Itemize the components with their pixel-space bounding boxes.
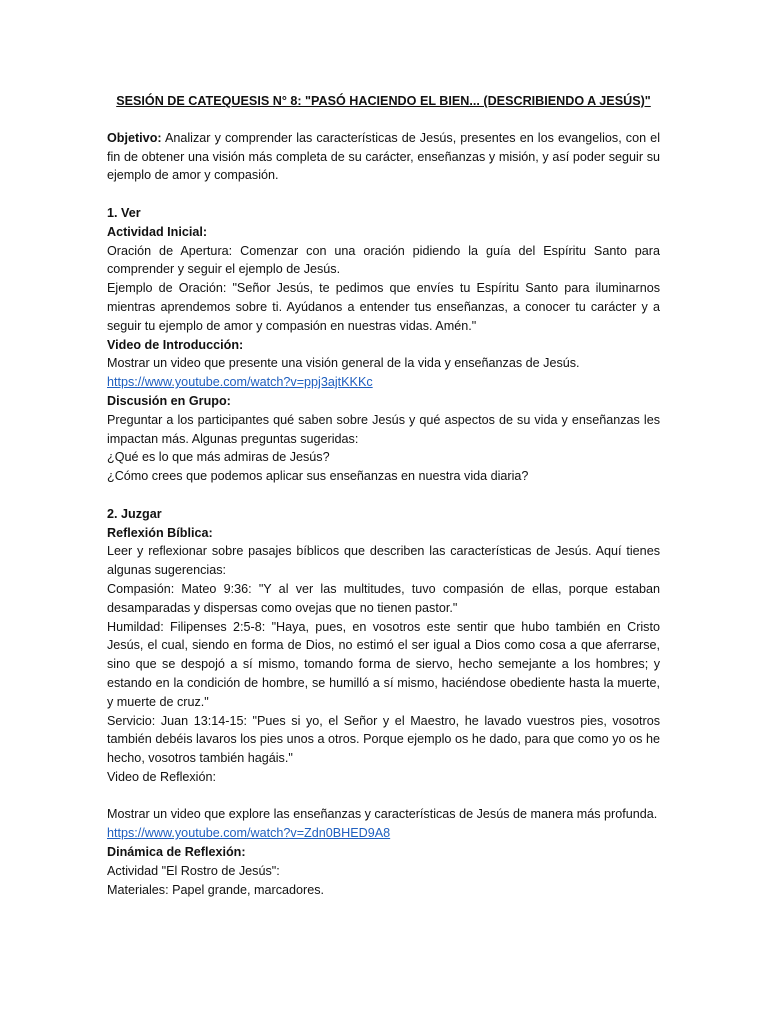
spacer [107, 185, 660, 204]
bible-reflection-label: Reflexión Bíblica: [107, 525, 213, 540]
activity-name: Actividad "El Rostro de Jesús": [107, 863, 280, 878]
objective-paragraph [107, 129, 660, 185]
reflection-dynamic-label: Dinámica de Reflexión: [107, 845, 246, 860]
reflection-video-label: Video de Reflexión: [107, 769, 216, 784]
spacer [107, 787, 660, 806]
prayer-example-text: Ejemplo de Oración: "Señor Jesús, te pedimos que envíes tu Espíritu Santo para iluminarnos mientras aprendemos sobre ti. Ayúdanos a entender tus enseñanzas, a conocer tu carácter y a seguir tu ejemplo de amor y compasión en nuestras vidas. Amén." [107, 281, 660, 333]
question-2: ¿Cómo crees que podemos aplicar sus enseñanzas en nuestra vida diaria? [107, 469, 529, 484]
opening-prayer-text: Oración de Apertura: Comenzar con una oración pidiendo la guía del Espíritu Santo para comprender y seguir el ejemplo de Jesús. [107, 243, 660, 277]
objective-label: Objetivo: [107, 130, 162, 145]
reflection-video-link[interactable]: https://www.youtube.com/watch?v=Zdn0BHED9A8 [107, 826, 391, 841]
session-title: SESIÓN DE CATEQUESIS N° 8: "PASÓ HACIENDO EL BIEN... (DESCRIBIENDO A JESÚS)" [116, 94, 651, 108]
intro-video-link[interactable]: https://www.youtube.com/watch?v=ppj3ajtKKKc [107, 375, 373, 390]
group-discussion-text: Preguntar a los participantes qué saben sobre Jesús y qué aspectos de su vida y enseñanzas les impactan más. Algunas preguntas sugeridas: [107, 412, 660, 446]
humility-passage: Humildad: Filipenses 2:5-8: "Haya, pues, en vosotros este sentir que hubo también en Cristo Jesús, el cual, siendo en forma de Dios, no estimó el ser igual a Dios como cosa a que aferrarse, sino que se despojó a sí mismo, tomando forma de siervo, hecho semejante a los hombres; y estando en la condición de hombre, se humilló a sí mismo, haciéndose obediente hasta la muerte, y muerte de cruz." [107, 619, 660, 709]
compassion-passage: Compasión: Mateo 9:36: "Y al ver las multitudes, tuvo compasión de ellas, porque estaban desamparadas y dispersas como ovejas que no tienen pastor." [107, 581, 660, 615]
group-discussion-label: Discusión en Grupo: [107, 393, 231, 408]
initial-activity-label: Actividad Inicial: [107, 224, 208, 239]
objective-text: Analizar y comprender las características de Jesús, presentes en los evangelios, con el fin de obtener una visión más completa de su carácter, enseñanzas y misión, y así poder seguir su ejemplo de amor y compasión. [107, 130, 660, 183]
materials-text: Materiales: Papel grande, marcadores. [107, 882, 325, 897]
reflection-video-link-line [107, 824, 660, 843]
question-1: ¿Qué es lo que más admiras de Jesús? [107, 450, 330, 465]
spacer [107, 486, 660, 505]
reflection-video-text: Mostrar un video que explore las enseñanzas y características de Jesús de manera más profunda. [107, 807, 658, 822]
section-ver-heading: 1. Ver [107, 205, 141, 220]
intro-video-label: Video de Introducción: [107, 337, 244, 352]
intro-video-text: Mostrar un video que presente una visión general de la vida y enseñanzas de Jesús. [107, 356, 580, 371]
bible-reflection-text: Leer y reflexionar sobre pasajes bíblicos que describen las características de Jesús. Aquí tienes algunas sugerencias: [107, 544, 660, 578]
service-passage: Servicio: Juan 13:14-15: "Pues si yo, el Señor y el Maestro, he lavado vuestros pies, vosotros también debéis lavaros los pies unos a otros. Porque ejemplo os he dado, para que como yo os he hecho, vosotros también hagáis." [107, 713, 660, 766]
section-juzgar-heading: 2. Juzgar [107, 506, 162, 521]
document-page [107, 92, 660, 899]
intro-video-link-line [107, 373, 660, 392]
